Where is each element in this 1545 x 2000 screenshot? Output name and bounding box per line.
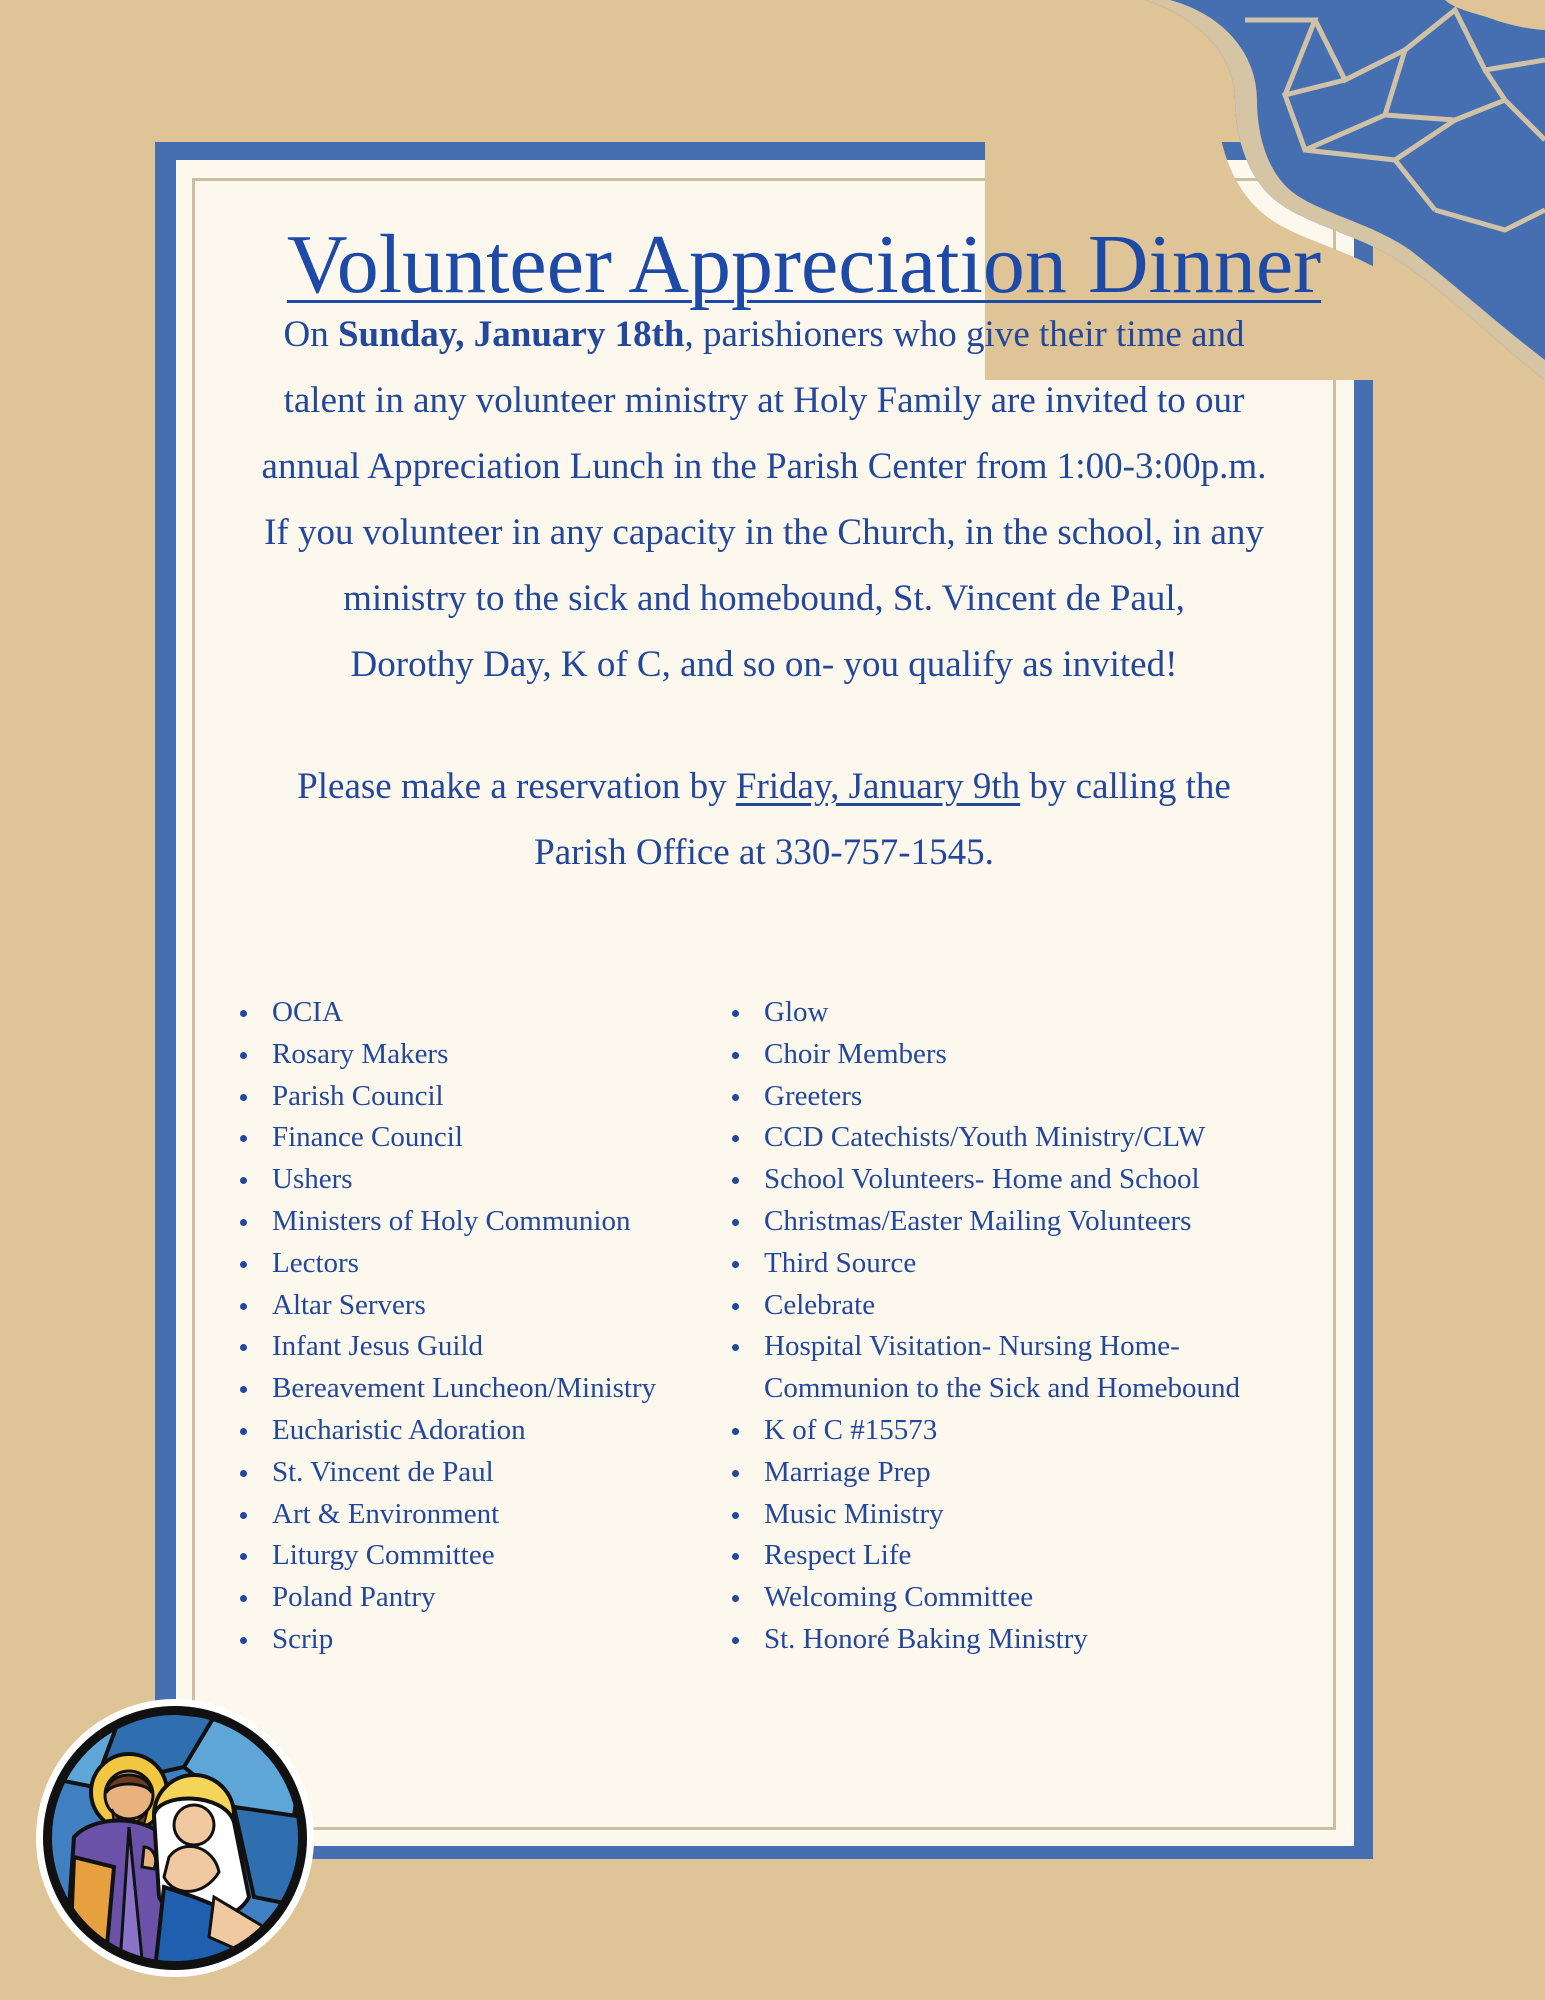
flyer-title: Volunteer Appreciation Dinner bbox=[286, 218, 1322, 311]
list-item: Hospital Visitation- Nursing Home- bbox=[728, 1326, 1240, 1368]
list-item: Ushers bbox=[236, 1159, 656, 1201]
reservation-line-1: Please make a reservation by Friday, January 9th by calling the bbox=[297, 766, 1231, 807]
intro-line-3: annual Appreciation Lunch in the Parish Center from 1:00-3:00p.m. bbox=[261, 446, 1267, 487]
list-item: Parish Council bbox=[236, 1076, 656, 1118]
list-item: Art & Environment bbox=[236, 1494, 656, 1536]
list-item: Bereavement Luncheon/Ministry bbox=[236, 1368, 656, 1410]
list-item: Greeters bbox=[728, 1076, 1240, 1118]
holy-family-stained-glass-medallion bbox=[34, 1697, 316, 1979]
list-item: Celebrate bbox=[728, 1285, 1240, 1327]
list-item: St. Vincent de Paul bbox=[236, 1452, 656, 1494]
list-item: Scrip bbox=[236, 1619, 656, 1661]
list-item: Poland Pantry bbox=[236, 1577, 656, 1619]
list-item: Liturgy Committee bbox=[236, 1535, 656, 1577]
list-item: CCD Catechists/Youth Ministry/CLW bbox=[728, 1117, 1240, 1159]
reservation-paragraph bbox=[192, 754, 1336, 886]
reservation-deadline: Friday, January 9th bbox=[735, 766, 1021, 807]
event-date: Sunday, January 18th bbox=[337, 314, 685, 355]
reservation-line-2: Parish Office at 330-757-1545. bbox=[534, 832, 994, 873]
list-item: Glow bbox=[728, 992, 1240, 1034]
list-item: Eucharistic Adoration bbox=[236, 1410, 656, 1452]
intro-line-4: If you volunteer in any capacity in the Church, in the school, in any bbox=[264, 512, 1264, 553]
list-item: Third Source bbox=[728, 1243, 1240, 1285]
list-item: Music Ministry bbox=[728, 1494, 1240, 1536]
list-item-continuation: Communion to the Sick and Homebound bbox=[764, 1372, 1241, 1405]
list-item: Marriage Prep bbox=[728, 1452, 1240, 1494]
list-item: Altar Servers bbox=[236, 1285, 656, 1327]
list-item: Christmas/Easter Mailing Volunteers bbox=[728, 1201, 1240, 1243]
list-item: Ministers of Holy Communion bbox=[236, 1201, 656, 1243]
intro-line-1: On Sunday, January 18th, parishioners who give their time and bbox=[283, 314, 1245, 355]
intro-line-5: ministry to the sick and homebound, St. Vincent de Paul, bbox=[343, 578, 1185, 619]
ministries-list-right bbox=[728, 992, 1240, 1661]
intro-line-6: Dorothy Day, K of C, and so on- you qualify as invited! bbox=[350, 644, 1178, 685]
list-item: Infant Jesus Guild bbox=[236, 1326, 656, 1368]
list-item: Finance Council bbox=[236, 1117, 656, 1159]
list-item: Welcoming Committee bbox=[728, 1577, 1240, 1619]
list-item: Lectors bbox=[236, 1243, 656, 1285]
intro-line-2: talent in any volunteer ministry at Holy Family are invited to our bbox=[283, 380, 1245, 421]
list-item: Rosary Makers bbox=[236, 1034, 656, 1076]
flyer-content bbox=[192, 178, 1336, 1830]
list-item: Respect Life bbox=[728, 1535, 1240, 1577]
list-item: K of C #15573 bbox=[728, 1410, 1240, 1452]
list-item: Choir Members bbox=[728, 1034, 1240, 1076]
list-item: School Volunteers- Home and School bbox=[728, 1159, 1240, 1201]
list-item: St. Honoré Baking Ministry bbox=[728, 1619, 1240, 1661]
ministries-list-left bbox=[236, 992, 656, 1661]
intro-paragraph bbox=[192, 302, 1336, 698]
list-item: OCIA bbox=[236, 992, 656, 1034]
